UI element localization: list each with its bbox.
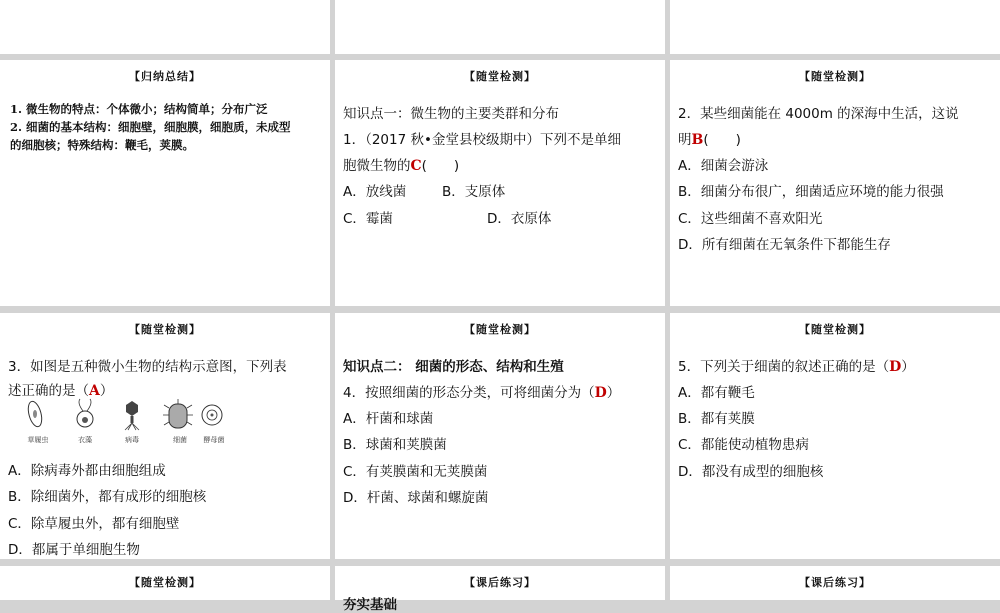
quiz-slide-q4[interactable] (335, 313, 665, 559)
question-text-part: 述正确的是（ (8, 383, 89, 399)
option-a: A．都有鞭毛 (678, 385, 755, 401)
option-c: C．除草履虫外，都有细胞壁 (8, 516, 180, 532)
option-b: B．除细菌外，都有成形的细胞核 (8, 489, 207, 505)
question-text (343, 154, 459, 174)
organism-label: 病毒 (125, 436, 139, 444)
option-d: D．杆菌、球菌和螺旋菌 (343, 490, 489, 506)
question-text-part: 明 (678, 132, 692, 148)
option-b: B．都有荚膜 (678, 411, 755, 427)
answer-mark: D (889, 359, 902, 375)
question-text (8, 379, 113, 399)
answer-mark: A (89, 383, 100, 399)
option-d: D．所有细菌在无氧条件下都能生存 (678, 237, 891, 253)
question-text: 2．某些细菌能在 4000m 的深海中生活，这说 (678, 106, 959, 122)
summary-line: 的细胞核；特殊结构：鞭毛，荚膜。 (10, 138, 194, 152)
answer-mark: C (410, 158, 422, 174)
homework-slide-2[interactable] (670, 566, 1000, 600)
option-d: D．都没有成型的细胞核 (678, 464, 824, 480)
answer-bracket: ） (901, 359, 915, 375)
bacterium-icon (163, 399, 193, 428)
option-a: A．细菌会游泳 (678, 158, 769, 174)
section-heading: 夯实基础 (343, 597, 397, 613)
homework-slide-1[interactable] (335, 566, 665, 613)
quiz-slide-q5[interactable] (670, 313, 1000, 559)
slide-title: 【随堂检测】 (464, 70, 536, 83)
option-c: C．都能使动植物患病 (678, 437, 809, 453)
summary-slide[interactable] (0, 60, 330, 306)
answer-mark: B (691, 132, 704, 148)
slide-title: 【随堂检测】 (129, 323, 201, 336)
option-c: C．这些细菌不喜欢阳光 (678, 211, 823, 227)
virus-icon (125, 401, 139, 430)
slide-panel-top-right (670, 0, 1000, 54)
organism-diagram (22, 399, 242, 431)
quiz-slide-next[interactable] (0, 566, 330, 600)
option-b: B．支原体 (442, 184, 506, 200)
question-text-part: 4．按照细菌的形态分类，可将细菌分为（ (343, 385, 595, 401)
option-b: B．球菌和荚膜菌 (343, 437, 447, 453)
slide-title: 【随堂检测】 (129, 576, 201, 589)
question-text: 3．如图是五种微小生物的结构示意图，下列表 (8, 359, 287, 375)
option-b: B．细菌分布很广，细菌适应环境的能力很强 (678, 184, 944, 200)
yeast-icon (202, 405, 222, 425)
summary-text (10, 100, 320, 154)
answer-bracket: ） (99, 383, 114, 399)
slide-panel-top-middle (335, 0, 665, 54)
organism-label: 衣藻 (78, 436, 92, 444)
question-text (343, 381, 620, 401)
knowledge-point-heading: 知识点二： 细菌的形态、结构和生殖 (343, 359, 564, 375)
slide-title: 【随堂检测】 (799, 70, 871, 83)
option-c: C．霉菌 (343, 211, 393, 227)
organism-label: 细菌 (173, 436, 187, 444)
organism-label: 酵母菌 (203, 436, 225, 444)
summary-line: 1. 微生物的特点：个体微小；结构简单；分布广泛 (10, 102, 268, 116)
question-text (678, 128, 741, 148)
option-a: A．除病毒外都由细胞组成 (8, 463, 166, 479)
option-d: D．衣原体 (487, 211, 552, 227)
option-d: D．都属于单细胞生物 (8, 542, 140, 558)
answer-bracket: ( ) (421, 158, 460, 174)
answer-mark: D (594, 385, 607, 401)
slide-title: 【随堂检测】 (799, 323, 871, 336)
summary-line: 2. 细菌的基本结构：细胞壁，细胞膜，细胞质，未成型 (10, 120, 291, 134)
slide-title: 【归纳总结】 (129, 70, 201, 83)
slide-title: 【课后练习】 (799, 576, 871, 589)
answer-bracket: ） (606, 385, 621, 401)
option-a: A．杆菌和球菌 (343, 411, 434, 427)
answer-bracket: ( ) (703, 132, 741, 148)
slide-title: 【随堂检测】 (464, 323, 536, 336)
chlamydomonas-icon (77, 399, 93, 427)
question-text-part: 5．下列关于细菌的叙述正确的是（ (678, 359, 890, 375)
slide-panel-top-left (0, 0, 330, 54)
question-text: 1．（2017 秋•金堂县校级期中）下列不是单细 (343, 132, 621, 148)
knowledge-point-heading: 知识点一：微生物的主要类群和分布 (343, 106, 559, 122)
option-a: A．放线菌 (343, 184, 407, 200)
question-text-part: 胞微生物的 (343, 158, 411, 174)
question-text (678, 355, 915, 375)
quiz-slide-q2[interactable] (670, 60, 1000, 306)
quiz-slide-q3[interactable] (0, 313, 330, 559)
quiz-slide-q1[interactable] (335, 60, 665, 306)
option-c: C．有荚膜菌和无荚膜菌 (343, 464, 488, 480)
organism-label: 草履虫 (27, 436, 49, 444)
slide-title: 【课后练习】 (464, 576, 536, 589)
